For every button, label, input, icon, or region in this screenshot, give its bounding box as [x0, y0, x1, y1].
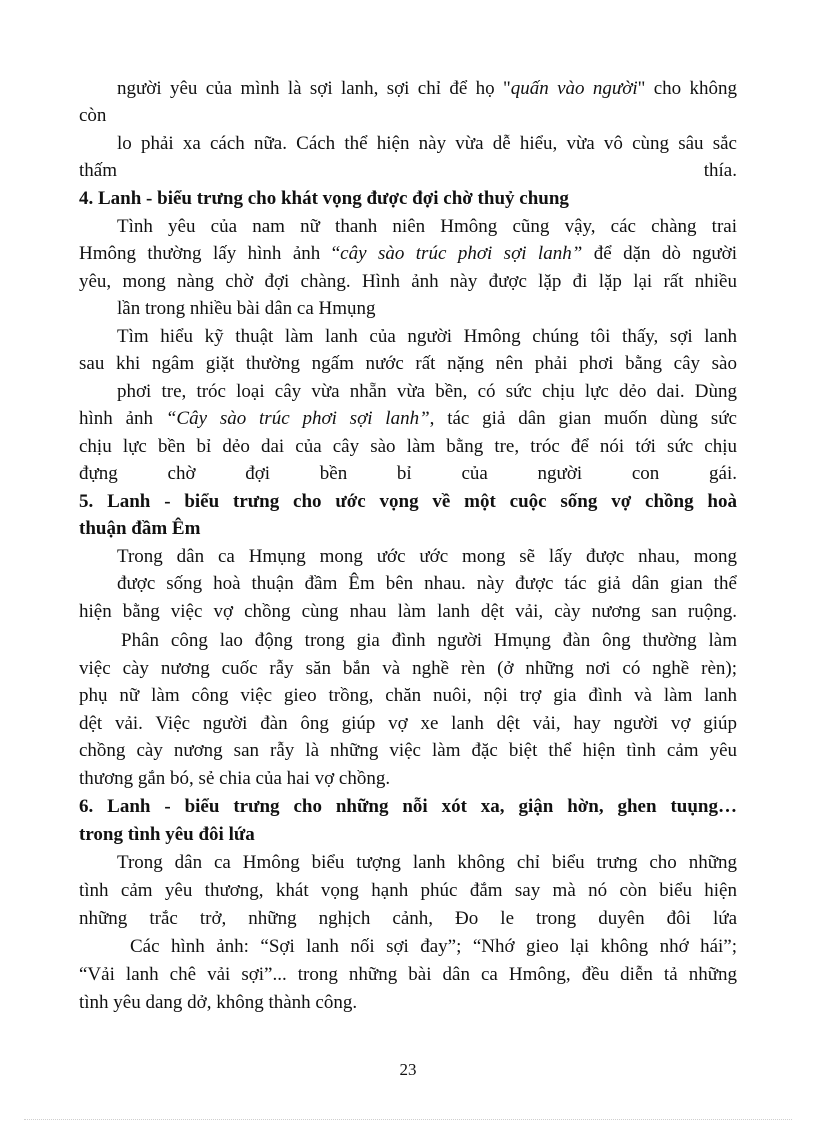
body-line: Tìm hiểu kỹ thuật làm lanh của người Hmông chúng tôi thấy, sợi lanh — [117, 326, 737, 347]
body-line: lần trong nhiều bài dân ca Hmụng — [117, 298, 376, 319]
section-heading-5: 5. Lanh - biểu trưng cho ước vọng về một cuộc sống vợ chồng hoà — [79, 491, 737, 512]
body-line: Trong dân ca Hmông biểu tượng lanh không chỉ biểu trưng cho những — [117, 852, 737, 873]
body-line: còn — [79, 105, 107, 126]
body-line: thương gắn bó, sẻ chia của hai vợ chồng. — [79, 768, 391, 789]
body-line: yêu, mong nàng chờ đợi chàng. Hình ảnh này được lặp đi lặp lại rất nhiều — [79, 271, 737, 292]
body-line: thía. — [703, 160, 737, 181]
body-line: tình cảm yêu thương, khát vọng hạnh phúc đắm say mà nó còn biểu hiện — [79, 880, 737, 901]
body-line: lo phải xa cách nữa. Cách thể hiện này vừa dễ hiểu, vừa vô cùng sâu sắc — [117, 133, 737, 154]
body-line: dệt vải. Việc người đàn ông giúp vợ xe lanh dệt vải, hay người vợ giúp — [79, 713, 737, 734]
body-line: hiện bằng việc vợ chồng cùng nhau làm lanh dệt vải, cày nương san ruộng. — [79, 601, 737, 622]
body-line: đựng chờ đợi bền bỉ của người con gái. — [79, 463, 737, 484]
body-line: Trong dân ca Hmụng mong ước ước mong sẽ lấy được nhau, mong — [117, 546, 737, 567]
body-line: chịu lực bền bỉ dẻo dai của cây sào làm bằng tre, tróc để nói tới sức chịu — [79, 436, 737, 457]
page-bottom-divider — [24, 1119, 792, 1120]
section-heading-5-cont: thuận đầm Êm — [79, 518, 201, 539]
body-line: phơi tre, tróc loại cây vừa nhẵn vừa bền, có sức chịu lực dẻo dai. Dùng — [117, 381, 737, 402]
body-line: được sống hoà thuận đầm Êm bên nhau. này được tác giả dân gian thể — [117, 573, 737, 594]
body-line: Tình yêu của nam nữ thanh niên Hmông cũng vậy, các chàng trai — [117, 216, 737, 237]
section-heading-6-cont: trong tình yêu đôi lứa — [79, 824, 255, 845]
body-line: “Vải lanh chê vải sợi”... trong những bài dân ca Hmông, đều diễn tả những — [79, 964, 737, 985]
body-line: người yêu của mình là sợi lanh, sợi chỉ để họ "quấn vào người" cho không — [117, 78, 738, 99]
section-heading-4: 4. Lanh - biểu trưng cho khát vọng được đợi chờ thuỷ chung — [79, 188, 569, 209]
body-line: chồng cày nương san rẫy là những việc làm đặc biệt thể hiện tình cảm yêu — [79, 740, 737, 761]
body-line: Các hình ảnh: “Sợi lanh nối sợi đay”; “Nhớ gieo lại không nhớ hái”; — [130, 936, 737, 957]
body-line: sau khi ngâm giặt thường ngấm nước rất nặng nên phải phơi bằng cây sào — [79, 353, 737, 374]
body-line: những trắc trở, những nghịch cảnh, Đo le trong duyên đôi lứa — [79, 908, 737, 929]
body-line: việc cày nương cuốc rẫy săn bắn và nghề rèn (ở những nơi có nghề rèn); — [79, 658, 737, 679]
body-line: tình yêu dang dở, không thành công. — [79, 992, 358, 1013]
section-heading-6: 6. Lanh - biểu trưng cho những nỗi xót xa, giận hờn, ghen tuụng… — [79, 796, 737, 817]
body-line: hình ảnh “Cây sào trúc phơi sợi lanh”, tác giả dân gian muốn dùng sức — [79, 408, 737, 429]
body-line: thấm — [79, 160, 117, 181]
body-line: Phân công lao động trong gia đình người Hmụng đàn ông thường làm — [121, 630, 737, 651]
body-line: Hmông thường lấy hình ảnh “cây sào trúc phơi sợi lanh” để dặn dò người — [79, 243, 737, 264]
page-number: 23 — [399, 1060, 417, 1079]
body-line: phụ nữ làm công việc gieo trồng, chăn nuôi, nội trợ gia đình và làm lanh — [79, 685, 737, 706]
